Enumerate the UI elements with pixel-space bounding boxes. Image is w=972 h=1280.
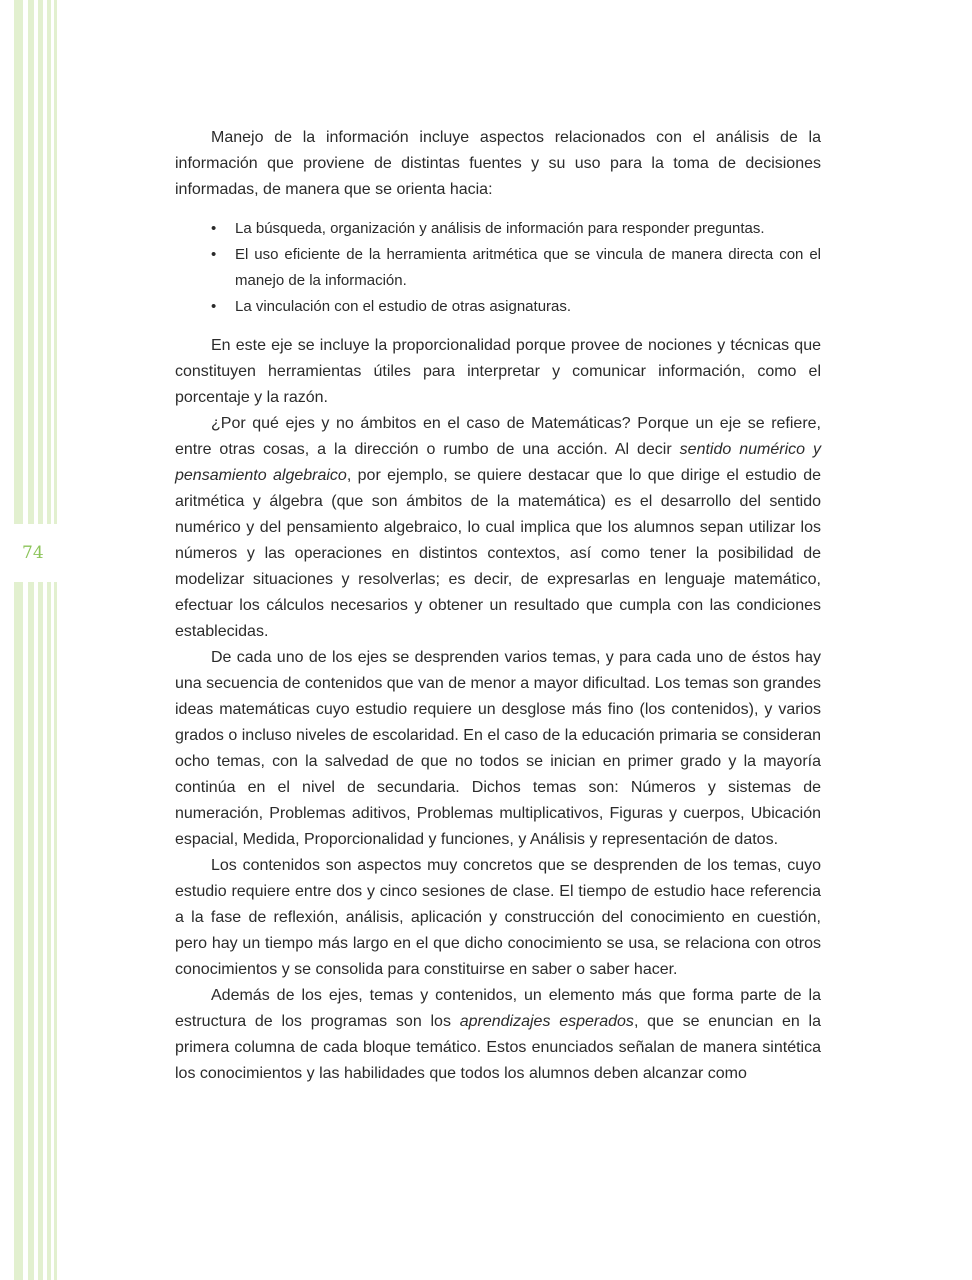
margin-stripe: [28, 0, 34, 1280]
paragraph-ejes: [175, 411, 821, 645]
italic-term: sentido numérico y pensamiento algebraico: [175, 441, 821, 484]
margin-stripe: [38, 0, 43, 1280]
margin-stripe: [54, 0, 57, 1280]
paragraph-proporcionalidad: En este eje se incluye la proporcionalidad porque provee de nociones y técnicas que constituyen herramientas útiles para interpretar y comunicar información, como el porcentaje y la razón.: [175, 337, 821, 406]
intro-paragraph: Manejo de la información incluye aspectos relacionados con el análisis de la información que proviene de distintas fuentes y su uso para la toma de decisiones informadas, de manera que se orienta hacia:: [175, 129, 821, 198]
bullet-icon: •: [211, 246, 217, 263]
paragraph-contenidos: Los contenidos son aspectos muy concretos que se desprenden de los temas, cuyo estudio requiere entre dos y cinco sesiones de clase. El tiempo de estudio hace referencia a la fase de reflexión, análisis, aplicación y construcción del conocimiento en cuestión, pero hay un tiempo más largo en el que dicho conocimiento se usa, se relaciona con otros conocimientos y se consolida para constituirse en saber o saber hacer.: [175, 857, 821, 978]
paragraph-aprendizajes: [175, 983, 821, 1087]
body-text: [175, 125, 821, 1087]
paragraph-text: , que se enuncian en la primera columna de cada bloque temático. Estos enunciados señalan de manera sintética los conocimientos y las habilidades que todos los alumnos deben alcanzar como: [175, 1013, 821, 1082]
margin-stripes: [14, 0, 58, 1280]
italic-term: aprendizajes esperados: [459, 1013, 634, 1030]
bullet-icon: •: [211, 220, 217, 237]
list-item: [175, 216, 821, 242]
list-item-text: La búsqueda, organización y análisis de información para responder preguntas.: [235, 220, 765, 237]
margin-stripe: [47, 0, 51, 1280]
paragraph-text: , por ejemplo, se quiere destacar que lo que dirige el estudio de aritmética y álgebra (que son ámbitos de la matemática) es el desarrollo del sentido numérico y del pensamiento algebraico, lo cual implica que los alumnos sepan utilizar los números y las operaciones en distintos contextos, así como tener la posibilidad de modelizar situaciones y resolverlas; es decir, de expresarlas en lenguaje matemático, efectuar los cálculos necesarios y obtener un resultado que cumpla con las condiciones establecidas.: [175, 467, 822, 640]
margin-stripe: [14, 0, 23, 1280]
paragraph-temas: De cada uno de los ejes se desprenden varios temas, y para cada uno de éstos hay una secuencia de contenidos que van de menor a mayor dificultad. Los temas son grandes ideas matemáticas cuyo estudio requiere un desglose más fino (los contenidos), y varios grados o incluso niveles de escolaridad. En el caso de la educación primaria se consideran ocho temas, con la salvedad de que no todos se inician en primer grado y la mayoría continúa en el nivel de secundaria. Dichos temas son: Números y sistemas de numeración, Problemas aditivos, Problemas multiplicativos, Figuras y cuerpos, Ubicación espacial, Medida, Proporcionalidad y funciones, y Análisis y representación de datos.: [175, 649, 821, 848]
bullet-list: [175, 216, 821, 320]
list-item-text: La vinculación con el estudio de otras asignaturas.: [235, 298, 572, 315]
bullet-icon: •: [211, 298, 217, 315]
page-number: 74: [22, 543, 44, 563]
paragraph-text: Además de los ejes, temas y contenidos, un elemento más que forma parte de la estructura de los programas son los: [175, 987, 821, 1030]
list-item: [175, 294, 821, 320]
paragraph-text: ¿Por qué ejes y no ámbitos en el caso de Matemáticas? Porque un eje se refiere, entre otras cosas, a la dirección o rumbo de una acción. Al decir: [175, 415, 821, 458]
list-item: [175, 242, 821, 294]
list-item-text: El uso eficiente de la herramienta aritmética que se vincula de manera directa con el manejo de la información.: [235, 246, 821, 289]
